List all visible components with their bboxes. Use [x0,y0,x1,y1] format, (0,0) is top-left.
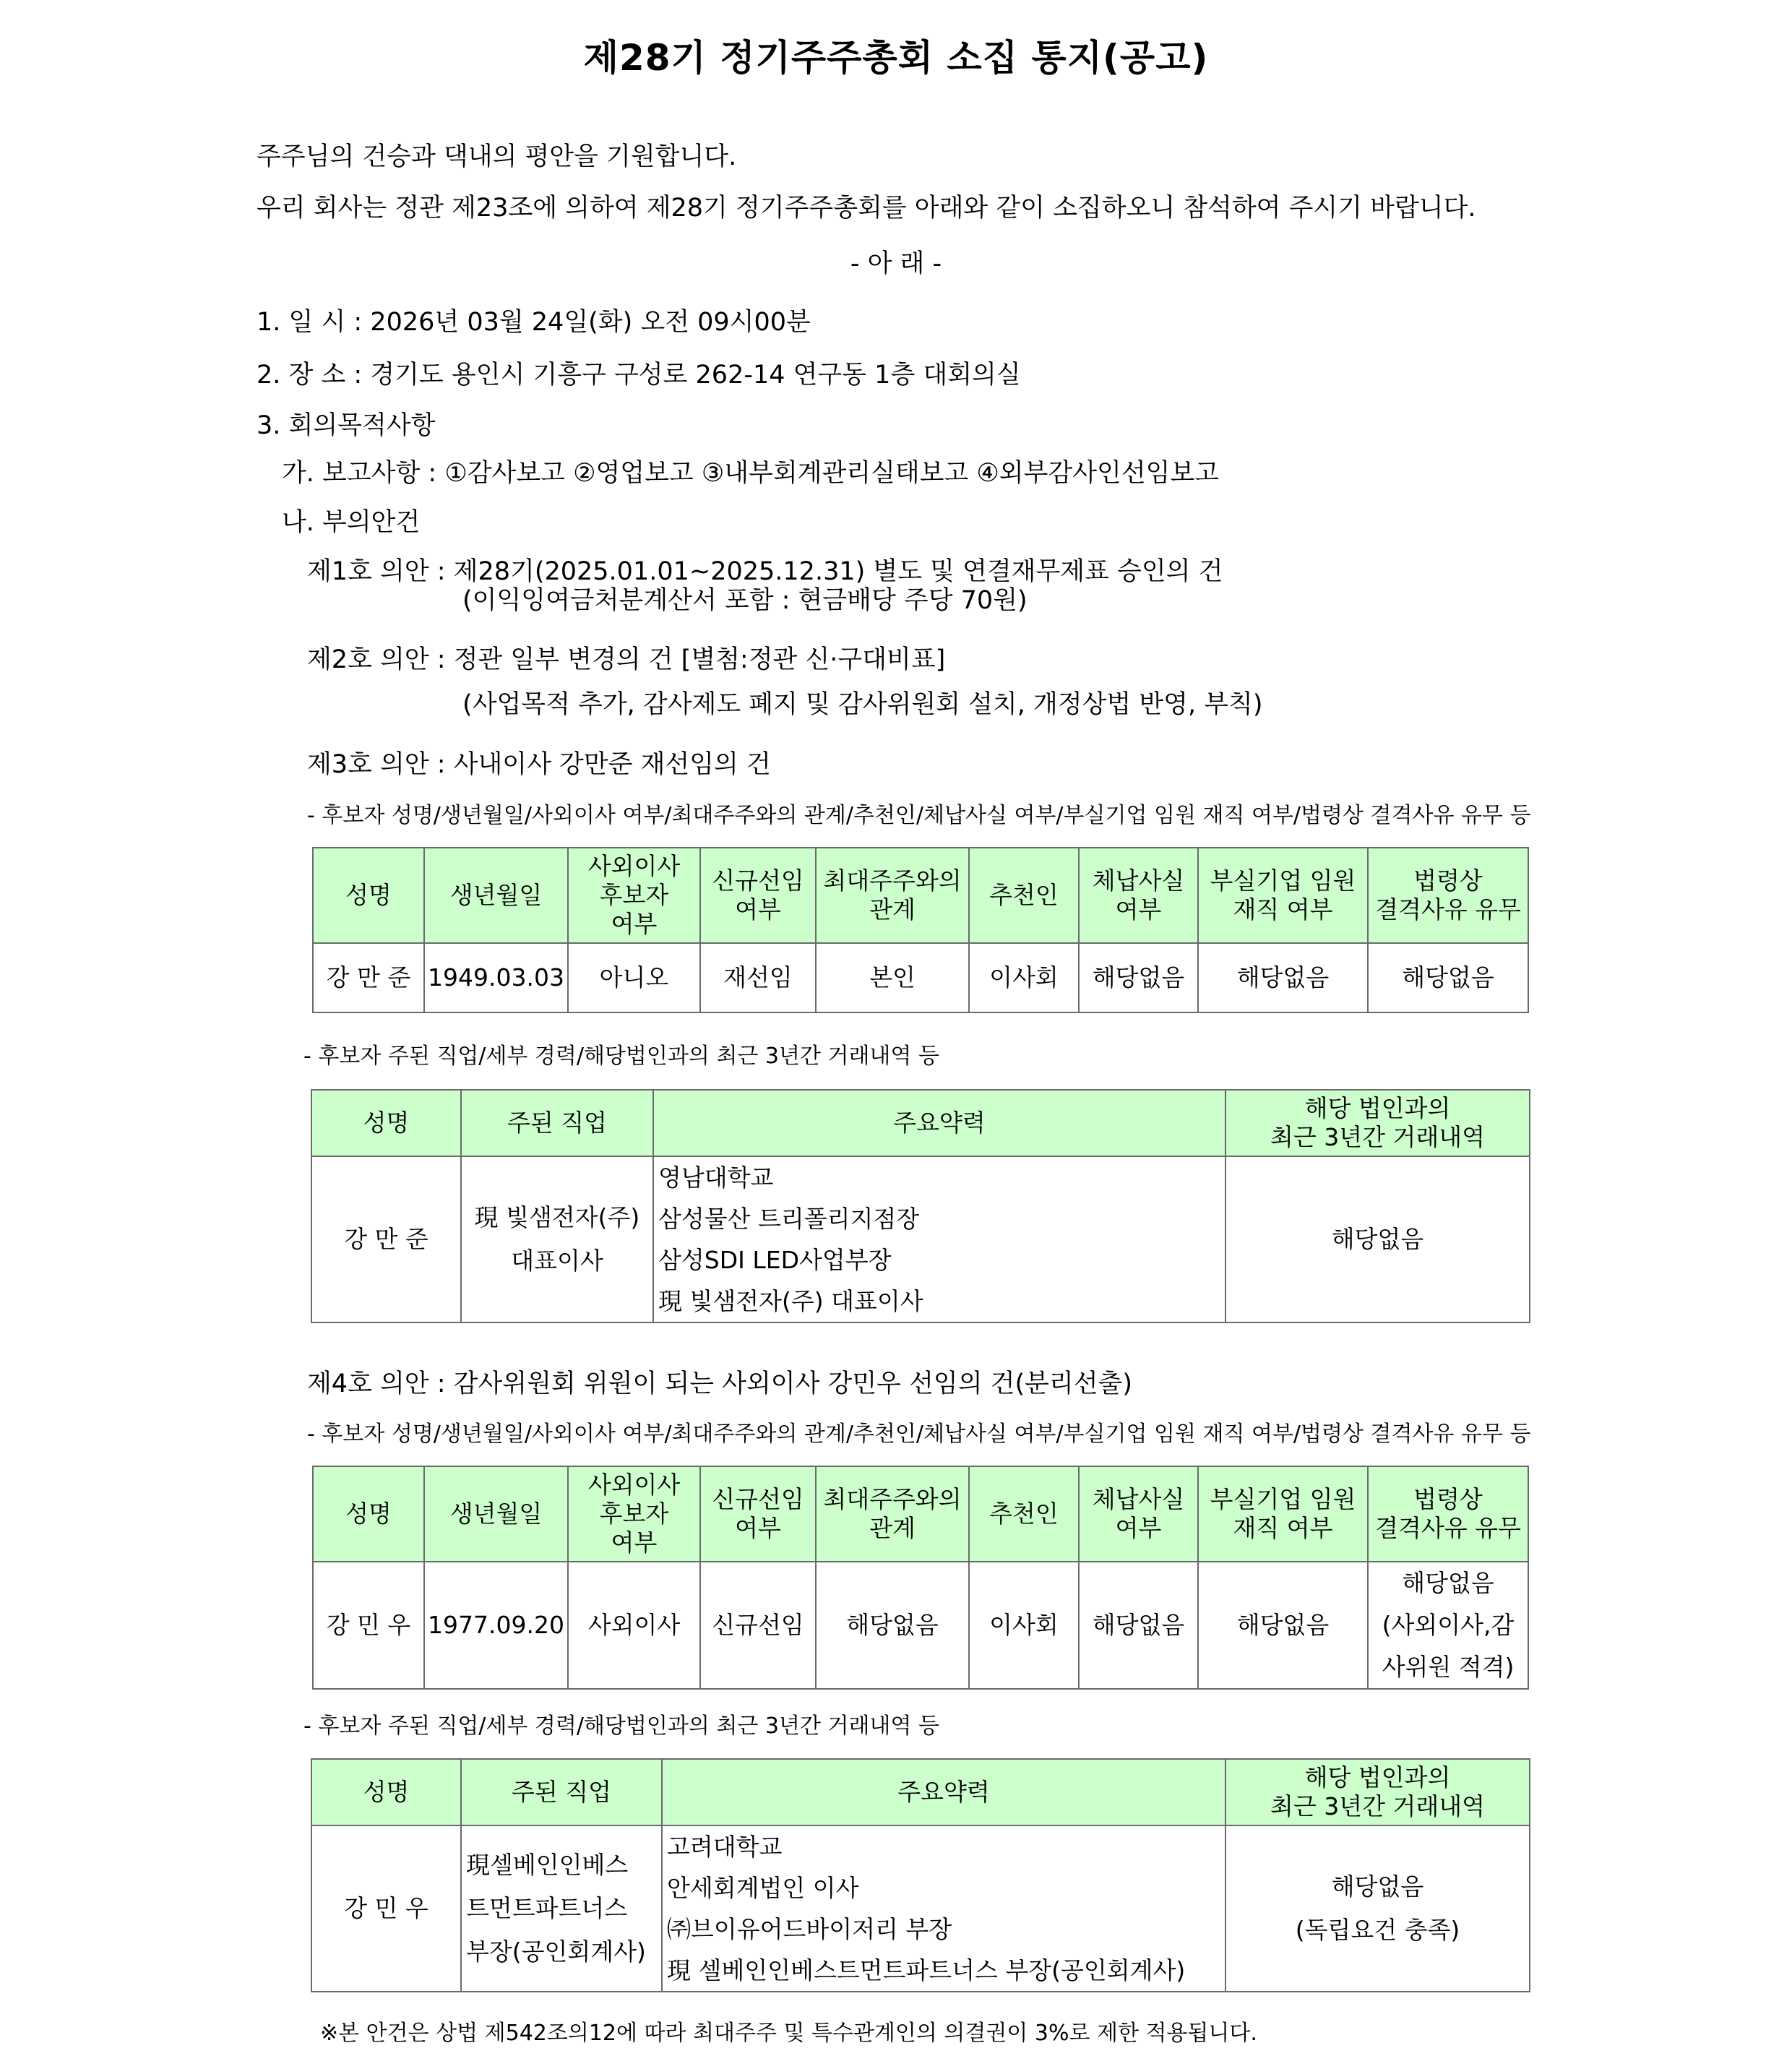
header-outside-director: 사외이사 후보자 여부 [568,848,700,943]
candidate-career: 고려대학교 안세회계법인 이사 ㈜브이유어드바이저리 부장 現 셀베인인베스트먼트파트너스 부장(공인회계사) [662,1825,1225,1992]
header-recommender: 추천인 [969,848,1079,943]
candidate-main-job: 現셀베인인베스 트먼트파트너스 부장(공인회계사) [461,1825,662,1992]
candidate-recommender: 이사회 [969,943,1079,1012]
candidate-tax: 해당없음 [1079,943,1198,1012]
candidate-new: 재선임 [700,943,816,1012]
candidate-insolvent: 해당없음 [1198,943,1368,1012]
table-header-row [311,1090,1530,1156]
header-tax-arrears: 체납사실 여부 [1079,1466,1198,1562]
meeting-purpose-heading: 3. 회의목적사항 [257,411,436,440]
header-career: 주요약력 [662,1759,1225,1825]
page-title: 제28기 정기주주총회 소집 통지(공고) [583,37,1209,79]
candidate-new: 신규선임 [700,1562,816,1689]
candidate-info-table-2 [312,1466,1529,1690]
agenda-heading: 나. 부의안건 [282,508,421,537]
candidate-legal: 해당없음 (사외이사,감 사위원 적격) [1368,1562,1528,1689]
candidate-main-job: 現 빛샘전자(주) 대표이사 [461,1156,653,1322]
table-row [313,1562,1528,1689]
candidate-career: 영남대학교 삼성물산 트리폴리지점장 삼성SDI LED사업부장 現 빛샘전자(주) 대표이사 [653,1156,1225,1322]
greeting-text: 주주님의 건승과 댁내의 평안을 기원합니다. [257,142,737,171]
below-marker: - 아 래 - [850,249,942,278]
header-relation: 최대주주와의 관계 [816,1466,969,1562]
candidate-birth: 1977.09.20 [424,1562,568,1689]
candidate-insolvent: 해당없음 [1198,1562,1368,1689]
candidate-info-note-2: - 후보자 성명/생년월일/사외이사 여부/최대주주와의 관계/추천인/체납사실 여부/부실기업 임원 재직 여부/법령상 결격사유 유무 등 [307,1421,1531,1447]
header-name: 성명 [313,1466,424,1562]
header-outside-director: 사외이사 후보자 여부 [568,1466,700,1562]
header-name: 성명 [313,848,424,943]
header-transactions: 해당 법인과의 최근 3년간 거래내역 [1225,1090,1530,1156]
header-transactions: 해당 법인과의 최근 3년간 거래내역 [1225,1759,1530,1825]
candidate-relation: 본인 [816,943,969,1012]
footnote: ※본 안건은 상법 제542조의12에 따라 최대주주 및 특수관계인의 의결권이 3%로 제한 적용됩니다. [320,2021,1257,2046]
agenda-4-title: 제4호 의안 : 감사위원회 위원이 되는 사외이사 강민우 선임의 건(분리선출) [307,1369,1132,1398]
header-relation: 최대주주와의 관계 [816,848,969,943]
candidate-name: 강 만 준 [311,1156,461,1322]
agenda-1-detail: (이익잉여금처분계산서 포함 : 현금배당 주당 70원) [462,586,1028,615]
candidate-recommender: 이사회 [969,1562,1079,1689]
candidate-relation: 해당없음 [816,1562,969,1689]
candidate-transactions: 해당없음 (독립요건 충족) [1225,1825,1530,1992]
candidate-name: 강 민 우 [311,1825,461,1992]
agenda-2-detail: (사업목적 추가, 감사제도 폐지 및 감사위원회 설치, 개정상법 반영, 부칙) [462,690,1263,719]
career-info-note-2: - 후보자 주된 직업/세부 경력/해당법인과의 최근 3년간 거래내역 등 [303,1713,939,1739]
table-row [313,943,1528,1012]
header-recommender: 추천인 [969,1466,1079,1562]
candidate-info-table [312,847,1529,1013]
agenda-1-title: 제1호 의안 : 제28기(2025.01.01~2025.12.31) 별도 및 연결재무제표 승인의 건 [307,557,1223,586]
header-new-appointment: 신규선임 여부 [700,848,816,943]
meeting-date: 1. 일 시 : 2026년 03월 24일(화) 오전 09시00분 [257,308,811,337]
header-name: 성명 [311,1759,461,1825]
candidate-name: 강 민 우 [313,1562,424,1689]
header-birth: 생년월일 [424,848,568,943]
agenda-3-title: 제3호 의안 : 사내이사 강만준 재선임의 건 [307,750,771,779]
candidate-outside: 아니오 [568,943,700,1012]
header-main-job: 주된 직업 [461,1090,653,1156]
table-header-row [313,1466,1528,1562]
candidate-birth: 1949.03.03 [424,943,568,1012]
career-info-note: - 후보자 주된 직업/세부 경력/해당법인과의 최근 3년간 거래내역 등 [303,1044,939,1069]
meeting-place: 2. 장 소 : 경기도 용인시 기흥구 구성로 262-14 연구동 1층 대회의실 [257,361,1021,390]
agenda-2-title: 제2호 의안 : 정관 일부 변경의 건 [별첨:정관 신·구대비표] [307,645,946,674]
header-career: 주요약력 [653,1090,1225,1156]
candidate-career-table-2 [311,1758,1530,1992]
report-items: 가. 보고사항 : ①감사보고 ②영업보고 ③내부회계관리실태보고 ④외부감사인선임보고 [282,459,1220,488]
candidate-name: 강 만 준 [313,943,424,1012]
table-row [311,1825,1530,1992]
header-birth: 생년월일 [424,1466,568,1562]
header-name: 성명 [311,1090,461,1156]
candidate-info-note: - 후보자 성명/생년월일/사외이사 여부/최대주주와의 관계/추천인/체납사실 여부/부실기업 임원 재직 여부/법령상 결격사유 유무 등 [307,803,1531,828]
header-legal-disqualification: 법령상 결격사유 유무 [1368,848,1528,943]
candidate-tax: 해당없음 [1079,1562,1198,1689]
header-tax-arrears: 체납사실 여부 [1079,848,1198,943]
candidate-outside: 사외이사 [568,1562,700,1689]
table-row [311,1156,1530,1322]
candidate-legal: 해당없음 [1368,943,1528,1012]
header-legal-disqualification: 법령상 결격사유 유무 [1368,1466,1528,1562]
header-new-appointment: 신규선임 여부 [700,1466,816,1562]
table-header-row [311,1759,1530,1825]
intro-text: 우리 회사는 정관 제23조에 의하여 제28기 정기주주총회를 아래와 같이 소집하오니 참석하여 주시기 바랍니다. [257,194,1476,223]
table-header-row [313,848,1528,943]
header-insolvent-company: 부실기업 임원 재직 여부 [1198,848,1368,943]
header-main-job: 주된 직업 [461,1759,662,1825]
header-insolvent-company: 부실기업 임원 재직 여부 [1198,1466,1368,1562]
candidate-career-table [311,1089,1530,1323]
candidate-transactions: 해당없음 [1225,1156,1530,1322]
